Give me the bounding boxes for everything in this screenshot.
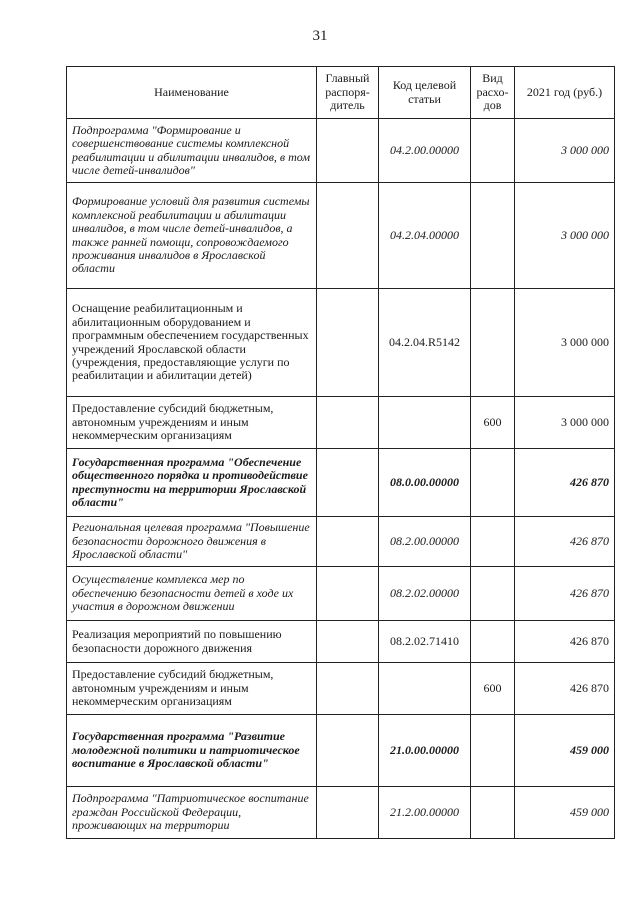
cell-admin [317,715,379,787]
cell-admin [317,397,379,449]
cell-type [471,787,515,839]
cell-amount: 3 000 000 [515,397,615,449]
cell-type: 600 [471,397,515,449]
cell-type [471,183,515,289]
cell-code [379,397,471,449]
cell-code [379,663,471,715]
table-row [67,289,615,397]
cell-amount: 426 870 [515,449,615,517]
cell-code: 21.2.00.00000 [379,787,471,839]
cell-amount: 426 870 [515,567,615,621]
cell-code: 21.0.00.00000 [379,715,471,787]
cell-code: 04.2.04.00000 [379,183,471,289]
header-type: Вид расхо-дов [471,67,515,119]
table-row [67,715,615,787]
cell-amount: 3 000 000 [515,289,615,397]
table-row [67,567,615,621]
cell-type [471,119,515,183]
cell-name: Оснащение реабилитационным и абилитационным оборудованием и программным обеспечением государственных учреждений Ярославской области (учреждения, предоставляющие услуги по реабилитации и абилитации детей) [67,289,317,397]
cell-amount: 459 000 [515,787,615,839]
cell-name: Подпрограмма "Патриотическое воспитание граждан Российской Федерации, проживающих на территории [67,787,317,839]
table-row [67,787,615,839]
cell-code: 04.2.00.00000 [379,119,471,183]
cell-name: Региональная целевая программа "Повышение безопасности дорожного движения в Ярославской области" [67,517,317,567]
cell-amount: 3 000 000 [515,183,615,289]
cell-name: Подпрограмма "Формирование и совершенствование системы комплексной реабилитации и абилитации инвалидов, в том числе детей-инвалидов" [67,119,317,183]
header-code: Код целевой статьи [379,67,471,119]
cell-amount: 459 000 [515,715,615,787]
cell-admin [317,449,379,517]
table-row [67,119,615,183]
cell-type [471,621,515,663]
cell-type [471,449,515,517]
cell-admin [317,663,379,715]
cell-admin [317,119,379,183]
cell-name: Реализация мероприятий по повышению безопасности дорожного движения [67,621,317,663]
page-number: 31 [312,28,328,44]
cell-admin [317,183,379,289]
cell-name: Предоставление субсидий бюджетным, автономным учреждениям и иным некоммерческим организациям [67,663,317,715]
cell-name: Предоставление субсидий бюджетным, автономным учреждениям и иным некоммерческим организациям [67,397,317,449]
cell-code: 08.2.00.00000 [379,517,471,567]
header-name: Наименование [67,67,317,119]
cell-admin [317,621,379,663]
cell-name: Государственная программа "Обеспечение общественного порядка и противодействие преступности на территории Ярославской области" [67,449,317,517]
cell-name: Осуществление комплекса мер по обеспечению безопасности детей в ходе их участия в дорожном движении [67,567,317,621]
cell-amount: 426 870 [515,621,615,663]
cell-name: Формирование условий для развития системы комплексной реабилитации и абилитации инвалидов, в том числе детей-инвалидов, а также ранней помощи, сопровождаемого проживания инвалидов в Ярославской области [67,183,317,289]
table-row [67,663,615,715]
header-admin: Главный распоря-дитель [317,67,379,119]
cell-name: Государственная программа "Развитие молодежной политики и патриотическое воспитание в Ярославской области" [67,715,317,787]
cell-type: 600 [471,663,515,715]
table-row [67,621,615,663]
header-amount: 2021 год (руб.) [515,67,615,119]
cell-admin [317,289,379,397]
cell-admin [317,517,379,567]
cell-code: 04.2.04.R5142 [379,289,471,397]
table-body [67,119,615,839]
cell-amount: 426 870 [515,663,615,715]
cell-type [471,567,515,621]
table-row [67,449,615,517]
cell-admin [317,787,379,839]
table-header-row [67,67,615,119]
cell-code: 08.2.02.71410 [379,621,471,663]
cell-type [471,715,515,787]
cell-amount: 3 000 000 [515,119,615,183]
cell-type [471,517,515,567]
table-row [67,183,615,289]
table-row [67,517,615,567]
table-row [67,397,615,449]
budget-table [66,66,615,839]
cell-code: 08.0.00.00000 [379,449,471,517]
cell-amount: 426 870 [515,517,615,567]
cell-type [471,289,515,397]
cell-code: 08.2.02.00000 [379,567,471,621]
cell-admin [317,567,379,621]
